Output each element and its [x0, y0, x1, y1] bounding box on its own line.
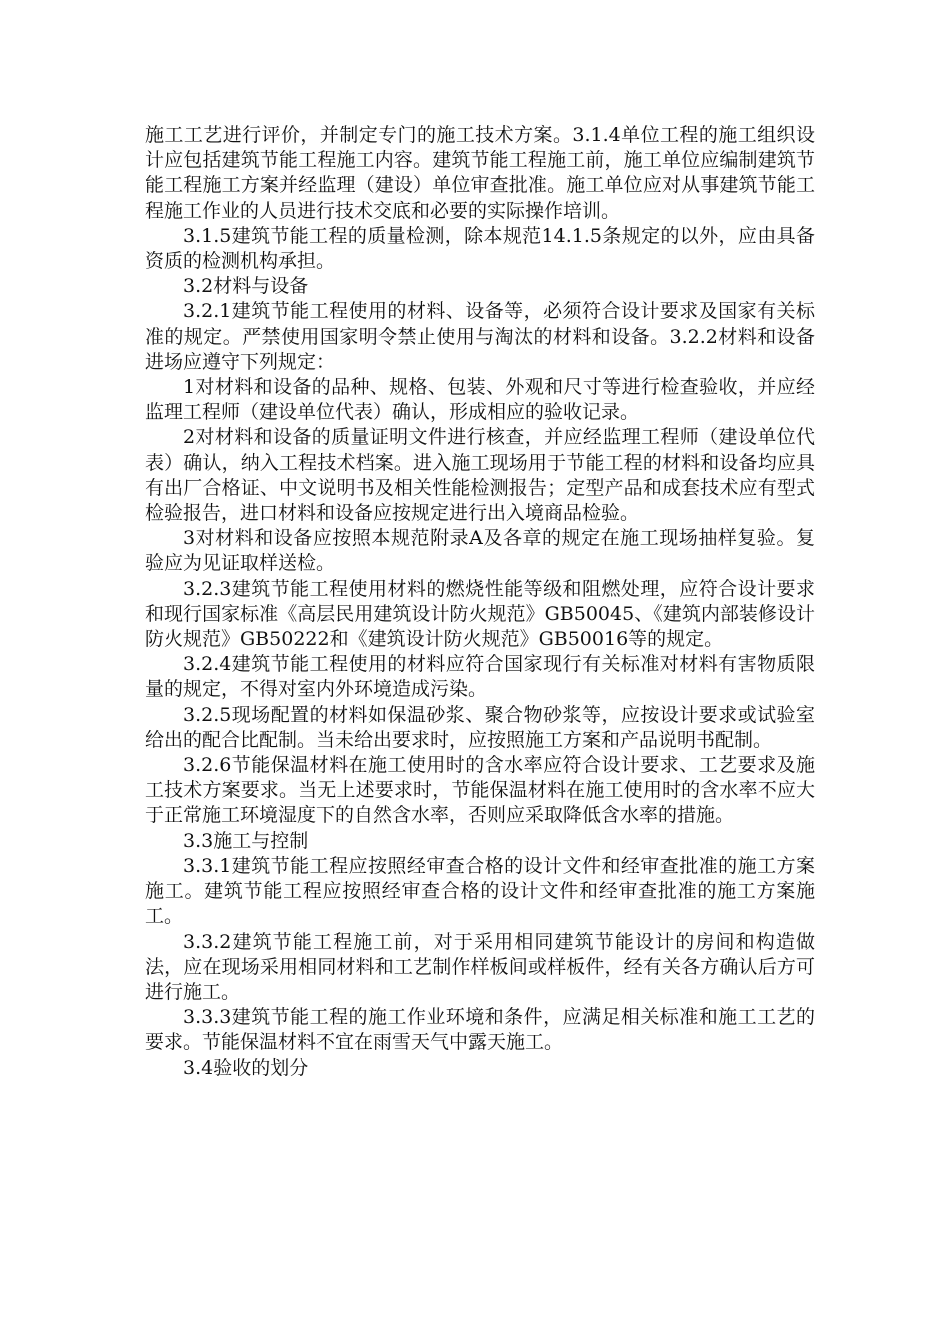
section-heading-3-4: 3.4验收的划分 — [183, 1056, 309, 1079]
paragraph-4: 1对材料和设备的品种、规格、包装、外观和尺寸等进行检查验收，并应经监理工程师（建设单位代表）确认，形成相应的验收记录。 — [145, 376, 815, 424]
paragraph-2: 3.1.5建筑节能工程的质量检测，除本规范14.1.5条规定的以外，应由具备资质的检测机构承担。 — [145, 224, 815, 273]
paragraph-13: 3.3.3建筑节能工程的施工作业环境和条件，应满足相关标准和施工工艺的要求。节能保温材料不宜在雨雪天气中露天施工。 — [145, 1006, 815, 1054]
paragraph-5: 2对材料和设备的质量证明文件进行核查，并应经监理工程师（建设单位代表）确认，纳入工程技术档案。进入施工现场用于节能工程的材料和设备均应具有出厂合格证、中文说明书及相关性能检测报告；定型产品和成套技术应有型式检验报告，进口材料和设备应按规定进行出入境商品检验。 — [145, 426, 815, 525]
paragraph-1: 施工工艺进行评价，并制定专门的施工技术方案。3.1.4单位工程的施工组织设计应包括建筑节能工程施工内容。建筑节能工程施工前，施工单位应编制建筑节能工程施工方案并经监理（建设）单位审查批准。施工单位应对从事建筑节能工程施工作业的人员进行技术交底和必要的实际操作培训。 — [145, 124, 815, 222]
section-heading-3-2: 3.2材料与设备 — [183, 275, 309, 298]
paragraph-12: 3.3.2建筑节能工程施工前，对于采用相同建筑节能设计的房间和构造做法，应在现场采用相同材料和工艺制作样板间或样板件，经有关各方确认后方可进行施工。 — [145, 930, 815, 1003]
paragraph-11: 3.3.1建筑节能工程应按照经审查合格的设计文件和经审查批准的施工方案施工。建筑节能工程应按照经审查合格的设计文件和经审查批准的施工方案施工。 — [145, 854, 815, 928]
paragraph-6: 3对材料和设备应按照本规范附录A及各章的规定在施工现场抽样复验。复验应为见证取样送检。 — [145, 527, 815, 575]
section-heading-3-3: 3.3施工与控制 — [183, 829, 309, 852]
paragraph-9: 3.2.5现场配置的材料如保温砂浆、聚合物砂浆等，应按设计要求或试验室给出的配合比配制。当未给出要求时，应按照施工方案和产品说明书配制。 — [145, 703, 815, 751]
paragraph-10: 3.2.6节能保温材料在施工使用时的含水率应符合设计要求、工艺要求及施工技术方案要求。当无上述要求时，节能保温材料在施工使用时的含水率不应大于正常施工环境湿度下的自然含水率，否则应采取降低含水率的措施。 — [145, 754, 815, 827]
paragraph-7: 3.2.3建筑节能工程使用材料的燃烧性能等级和阻燃处理，应符合设计要求和现行国家标准《高层民用建筑设计防火规范》GB50045、《建筑内部装修设计防火规范》GB50222和《建筑设计防火规范》GB50016等的规定。 — [145, 577, 815, 651]
document-body — [145, 123, 815, 1081]
paragraph-8: 3.2.4建筑节能工程使用的材料应符合国家现行有关标准对材料有害物质限量的规定，不得对室内外环境造成污染。 — [145, 653, 815, 701]
paragraph-3: 3.2.1建筑节能工程使用的材料、设备等，必须符合设计要求及国家有关标准的规定。严禁使用国家明令禁止使用与淘汰的材料和设备。3.2.2材料和设备进场应遵守下列规定： — [145, 300, 815, 373]
